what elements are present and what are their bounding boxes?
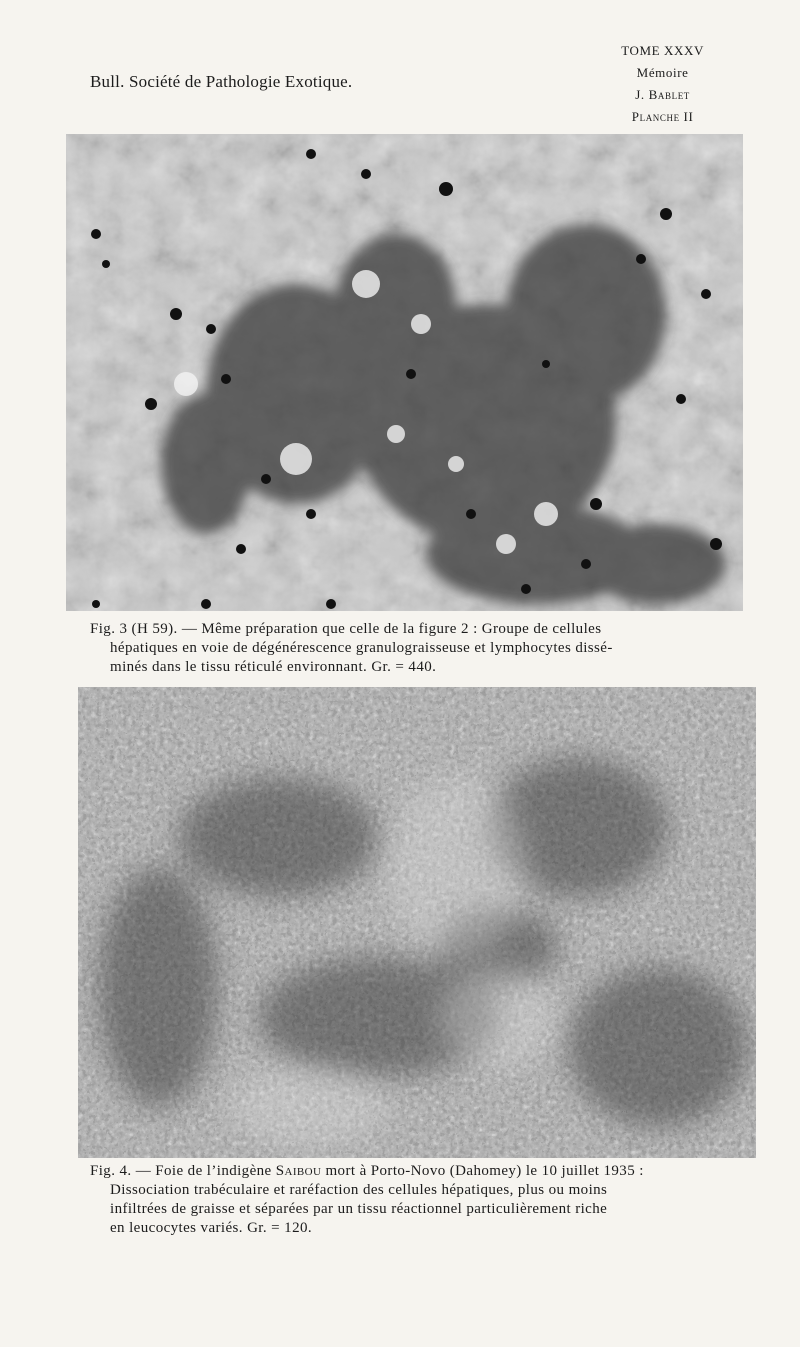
figure-4-caption — [90, 1162, 770, 1238]
journal-title: Bull. Société de Pathologie Exotique. — [90, 72, 353, 91]
author-name: J. Bablet — [635, 87, 690, 102]
figure-3-text-line-1: — Même préparation que celle de la figure 2 : Groupe de cellules — [177, 621, 602, 637]
figure-4-label: Fig. 4. — [90, 1163, 132, 1179]
plate-header — [621, 40, 704, 128]
figure-4-text-a: — Foie de l’indigène — [131, 1163, 276, 1179]
figure-3-text-line-2: hépatiques en voie de dégénérescence granulograisseuse et lymphocytes dissé- — [110, 640, 613, 656]
figure-4-micrograph — [78, 687, 756, 1158]
figure-3-label: Fig. 3 (H 59). — [90, 621, 178, 637]
memoire-label: Mémoire — [636, 65, 689, 80]
figure-3-caption — [90, 620, 750, 677]
patient-name: Saibou — [275, 1163, 322, 1179]
figure-4-text-line-4: en leucocytes variés. Gr. = 120. — [110, 1220, 313, 1236]
figure-3-micrograph — [66, 134, 743, 611]
planche-label: Planche II — [631, 109, 694, 124]
tome-label: TOME XXXV — [621, 43, 704, 58]
figure-4-text-b: mort à Porto-Novo (Dahomey) le 10 juillet 1935 : — [321, 1163, 644, 1179]
figure-4-text-line-3: infiltrées de graisse et séparées par un tissu réactionnel particulièrement riche — [110, 1201, 608, 1217]
figure-4-text-line-2: Dissociation trabéculaire et raréfaction des cellules hépatiques, plus ou moins — [110, 1182, 608, 1198]
figure-3-text-line-3: minés dans le tissu réticulé environnant. Gr. = 440. — [110, 659, 437, 675]
